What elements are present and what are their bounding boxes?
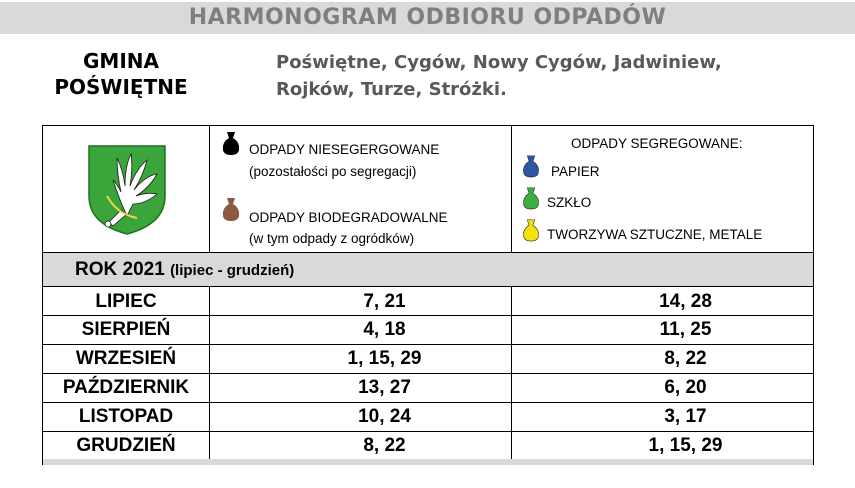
year-label: ROK 2021 (75, 259, 165, 280)
month-name: PAŹDZIERNIK (62, 377, 190, 398)
month-name: GRUDZIEŃ (76, 435, 176, 456)
mixed-dates: 8, 22 (363, 435, 406, 456)
divider (43, 286, 813, 287)
blue-bag-icon (521, 154, 541, 178)
gmina-line-2: POŚWIĘTNE (54, 75, 188, 99)
villages-line-1: Poświętne, Cygów, Nowy Cygów, Jadwiniew, (276, 52, 722, 73)
segregated-dates: 14, 28 (659, 291, 712, 312)
gmina-line-1: GMINA (83, 49, 159, 73)
mixed-dates: 4, 18 (363, 319, 406, 340)
unsorted-waste-sublabel: (pozostałości po segregacji) (249, 164, 417, 179)
document-title: HARMONOGRAM ODBIORU ODPADÓW (0, 2, 855, 34)
villages-line-2: Rojków, Turze, Stróżki. (276, 79, 507, 100)
mixed-dates: 1, 15, 29 (347, 348, 422, 369)
bottom-band (43, 459, 813, 465)
month-name: SIERPIEŃ (81, 319, 171, 340)
plastic-metal-label: TWORZYWA SZTUCZNE, METALE (547, 227, 763, 242)
segregated-dates: 6, 20 (664, 377, 707, 398)
month-name: LIPIEC (95, 291, 157, 312)
black-bag-icon (221, 130, 241, 156)
segregated-dates: 1, 15, 29 (648, 435, 723, 456)
segregated-dates: 8, 22 (664, 348, 707, 369)
unsorted-waste-label: ODPADY NIESEGERGOWANE (249, 142, 440, 157)
mixed-dates: 13, 27 (358, 377, 411, 398)
month-name: WRZESIEŃ (75, 348, 177, 369)
segregated-dates: 3, 17 (664, 406, 707, 427)
glass-label: SZKŁO (547, 195, 592, 210)
bio-waste-label: ODPADY BIODEGRADOWALNE (249, 210, 448, 225)
mixed-dates: 10, 24 (358, 406, 411, 427)
divider (209, 126, 210, 253)
bio-waste-sublabel: (w tym odpady z ogródków) (249, 231, 415, 246)
mixed-dates: 7, 21 (363, 291, 406, 312)
paper-label: PAPIER (551, 164, 600, 179)
coat-of-arms-icon (87, 144, 167, 236)
segregated-waste-title: ODPADY SEGREGOWANE: (571, 136, 743, 151)
schedule-table (42, 125, 814, 465)
segregated-dates: 11, 25 (659, 319, 712, 340)
yellow-bag-icon (521, 218, 541, 242)
year-heading (75, 259, 294, 281)
municipality-name (48, 48, 194, 100)
year-range: (lipiec - grudzień) (170, 262, 295, 279)
month-name: LISTOPAD (78, 406, 174, 427)
divider (511, 126, 512, 253)
green-bag-icon (521, 186, 541, 210)
villages-list (276, 49, 836, 103)
brown-bag-icon (221, 196, 241, 222)
